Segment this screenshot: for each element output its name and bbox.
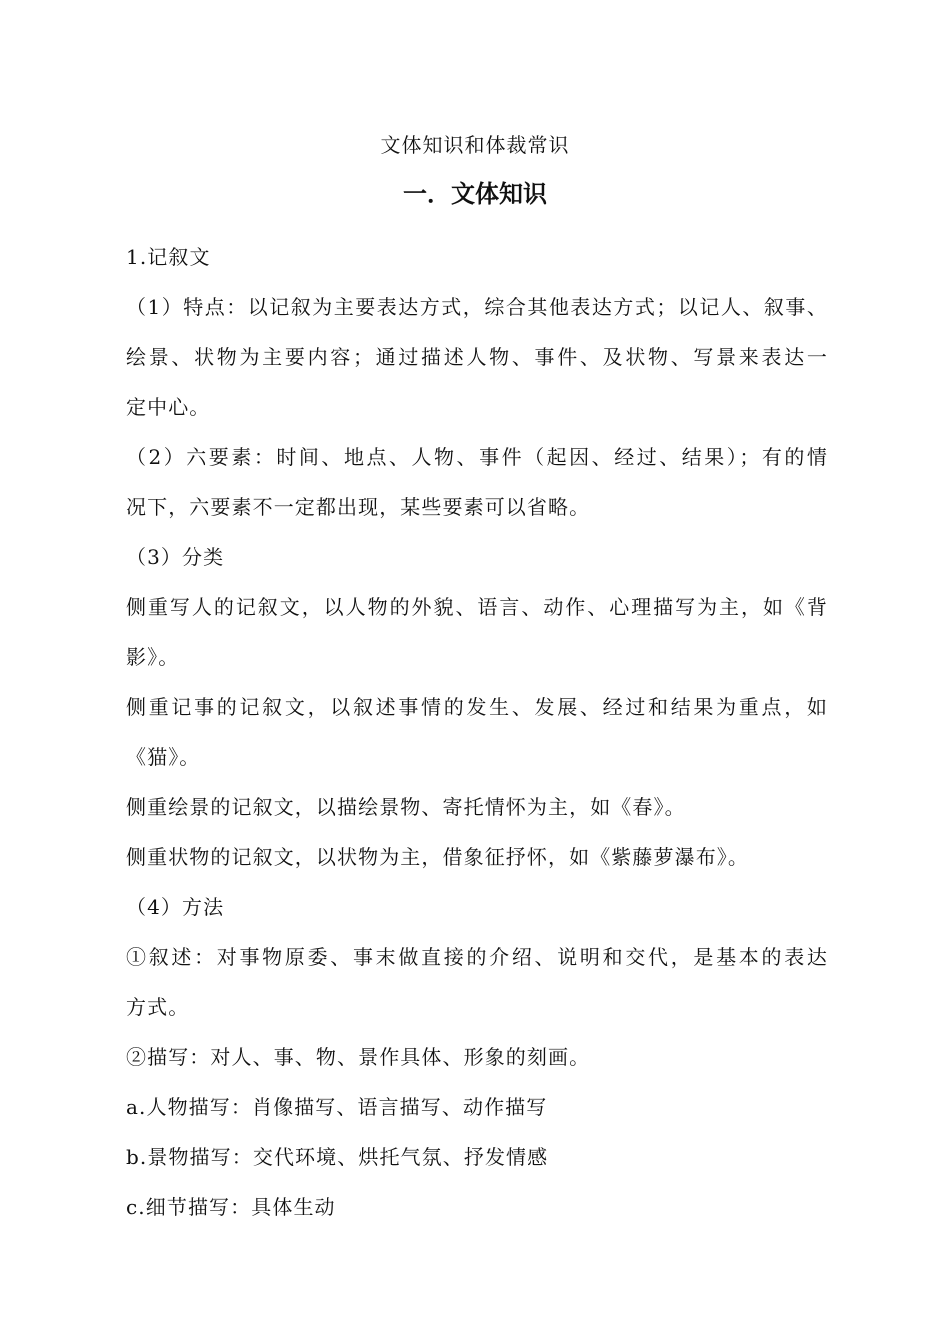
paragraph-line: 况下，六要素不一定都出现，某些要素可以省略。 xyxy=(126,495,591,519)
paragraph-line: （4）方法 xyxy=(126,895,225,919)
paragraph-line: b.景物描写：交代环境、烘托气氛、抒发情感 xyxy=(126,1145,549,1169)
paragraph-line: 侧重记事的记叙文，以叙述事情的发生、发展、经过和结果为重点，如 xyxy=(126,695,828,719)
paragraph-line: 方式。 xyxy=(126,995,190,1019)
paragraph-line: 侧重写人的记叙文，以人物的外貌、语言、动作、心理描写为主，如《背 xyxy=(126,595,828,619)
section-heading: 一．文体知识 xyxy=(403,180,547,208)
paragraph-line: ②描写：对人、事、物、景作具体、形象的刻画。 xyxy=(126,1045,591,1069)
paragraph-line: a.人物描写：肖像描写、语言描写、动作描写 xyxy=(126,1095,548,1119)
paragraph-line: 定中心。 xyxy=(126,395,211,419)
paragraph-line: （2）六要素：时间、地点、人物、事件（起因、经过、结果）；有的情 xyxy=(126,445,828,469)
paragraph-line: 绘景、状物为主要内容；通过描述人物、事件、及状物、写景来表达一 xyxy=(126,345,828,369)
subsection-heading-narrative: 1.记叙文 xyxy=(126,245,211,269)
paragraph-line: 《猫》。 xyxy=(126,745,201,769)
paragraph-line: 侧重状物的记叙文，以状物为主，借象征抒怀，如《紫藤萝瀑布》。 xyxy=(126,845,749,869)
paragraph-line: ①叙述：对事物原委、事末做直接的介绍、说明和交代，是基本的表达 xyxy=(126,945,828,969)
paragraph-line: c.细节描写：具体生动 xyxy=(126,1195,336,1219)
paragraph-line: 侧重绘景的记叙文，以描绘景物、寄托情怀为主，如《春》。 xyxy=(126,795,686,819)
paragraph-line: 影》。 xyxy=(126,645,180,669)
document-title: 文体知识和体裁常识 xyxy=(380,133,570,157)
paragraph-line: （1）特点：以记叙为主要表达方式，综合其他表达方式；以记人、叙事、 xyxy=(126,295,828,319)
document-body xyxy=(126,232,828,1232)
paragraph-line: （3）分类 xyxy=(126,545,225,569)
